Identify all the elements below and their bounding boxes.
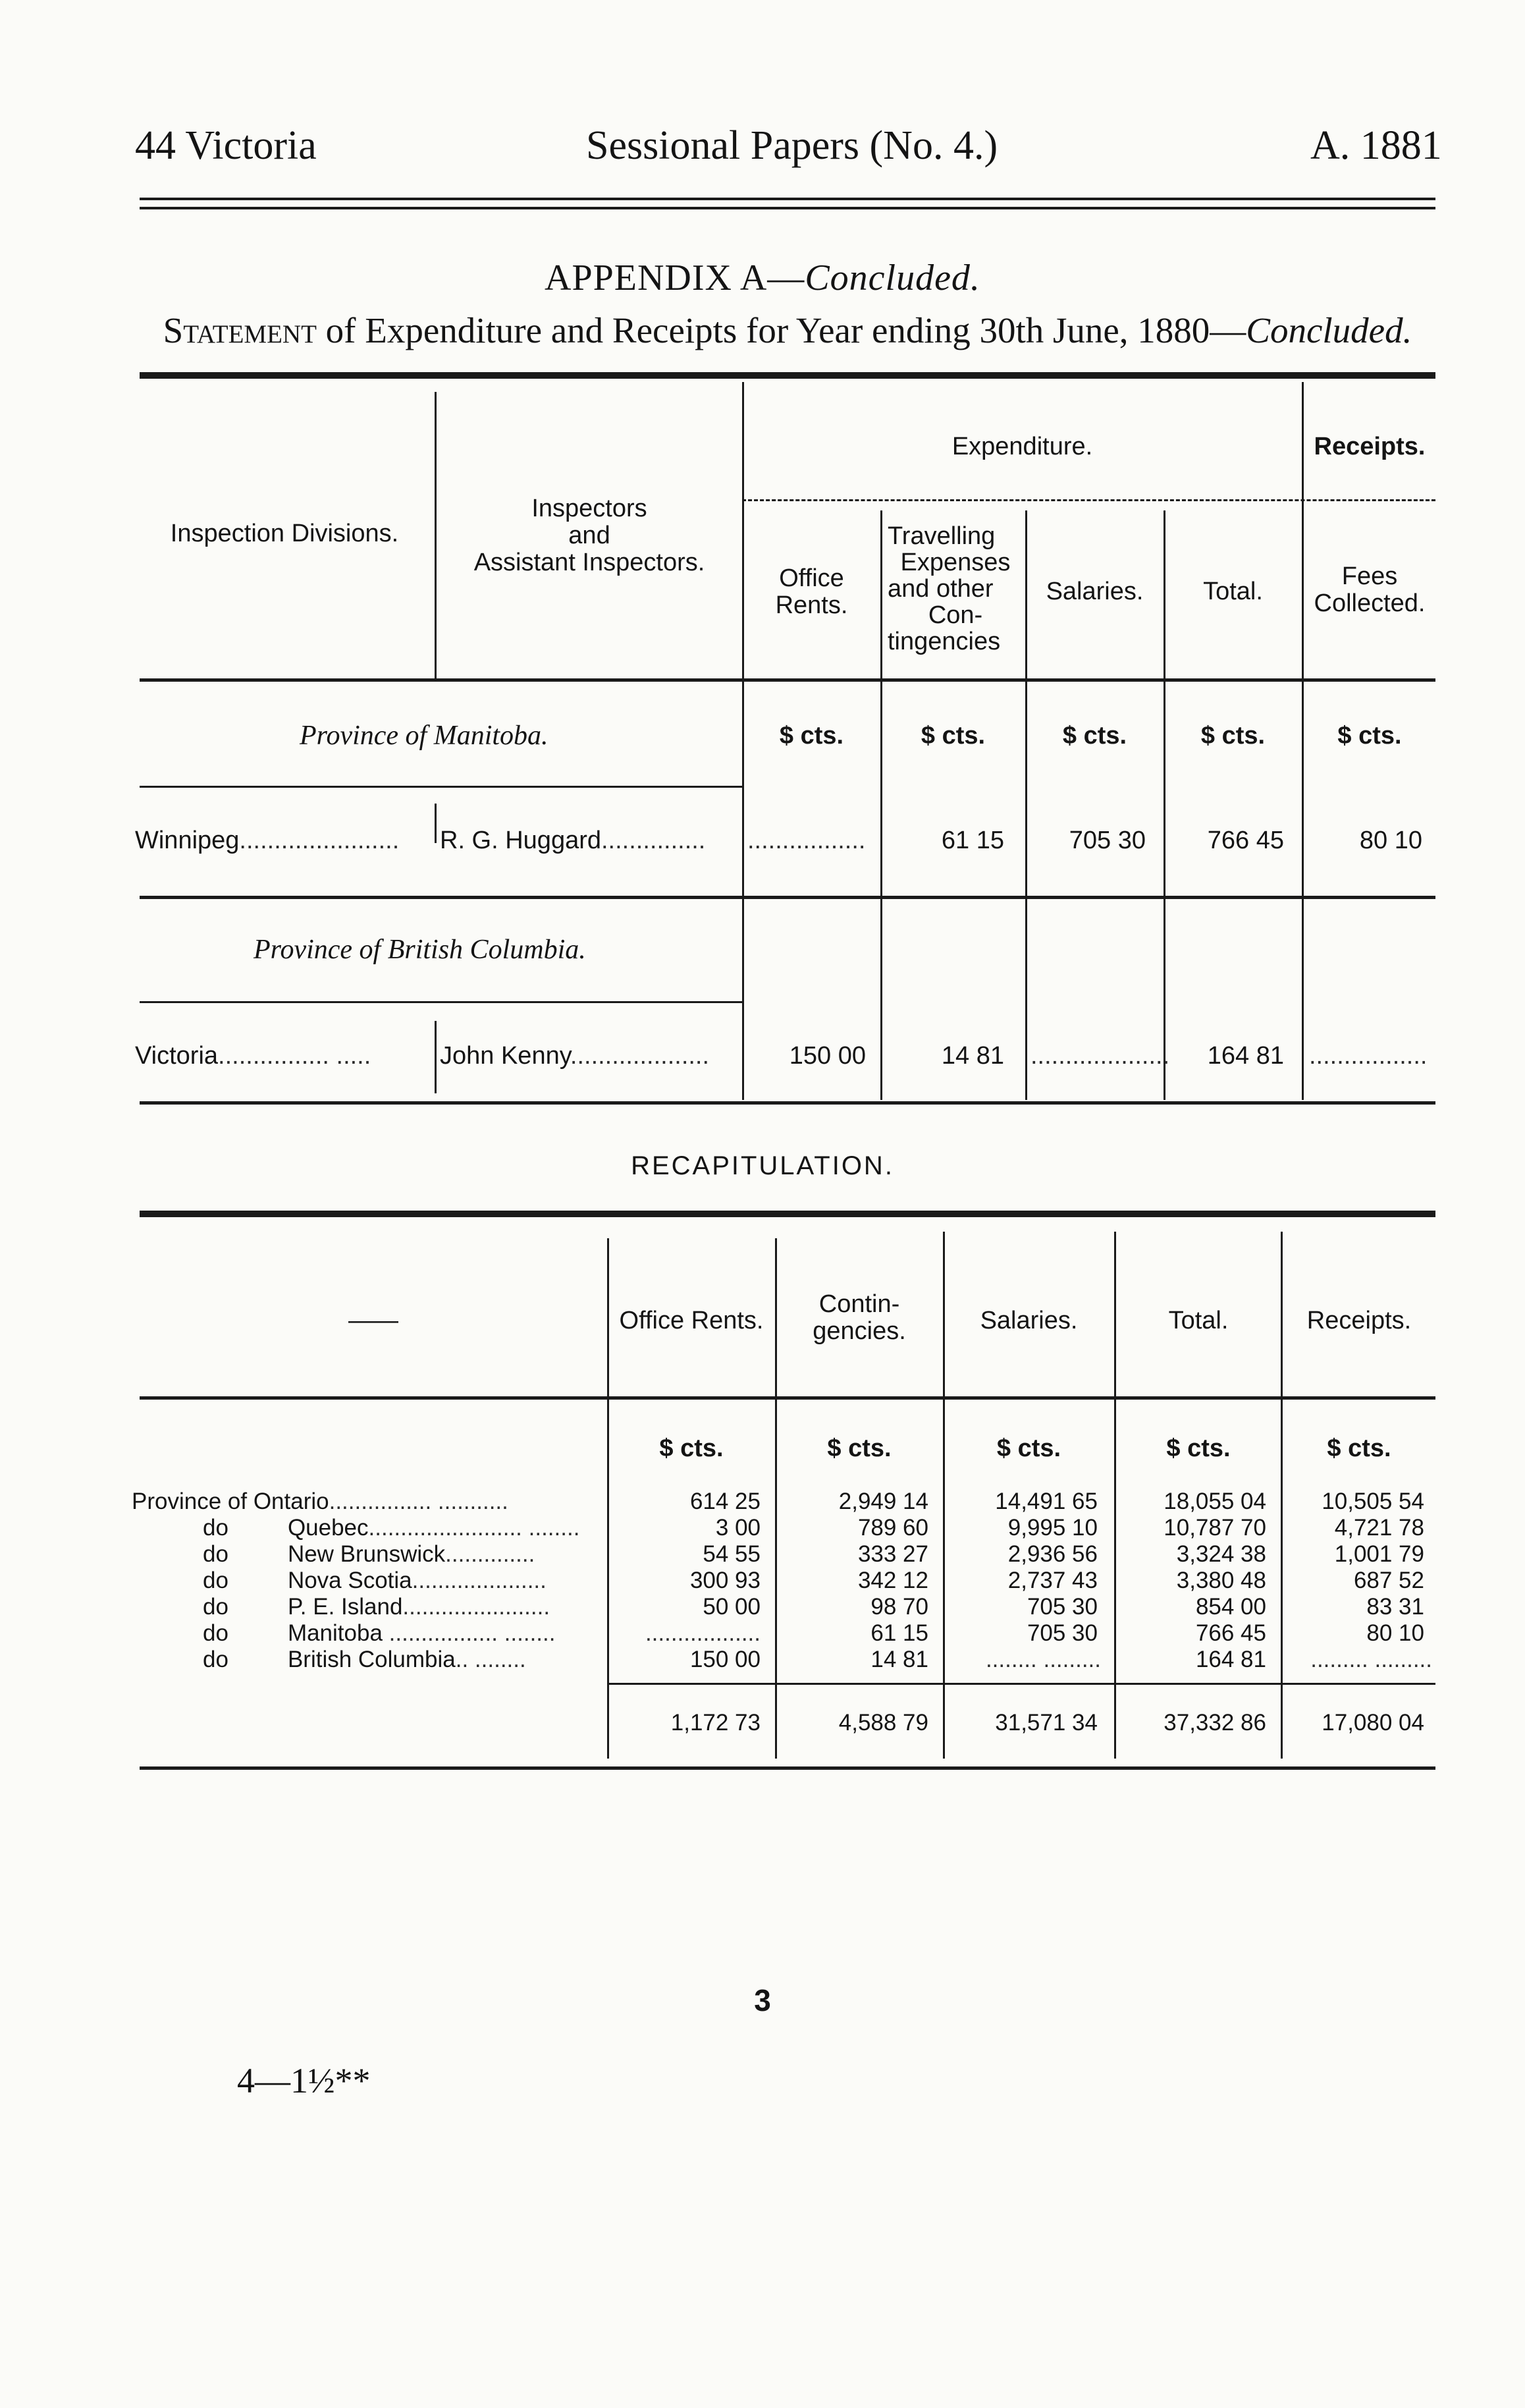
total-cell: 766 45 [1195,1620,1266,1646]
total-cell: 10,787 70 [1164,1515,1266,1541]
table-top-rule [140,372,1435,379]
recap-row-label [132,1490,508,1513]
row-rule [140,1001,742,1003]
inspector-name: John Kenny [440,1042,570,1070]
receipts-cell: 4,721 78 [1334,1515,1424,1541]
recap-header-office-rents: Office Rents. [619,1307,764,1334]
dot-leader: ........................ ........ [368,1515,580,1541]
recap-header-contingencies-line: gencies. [813,1317,906,1346]
division-cell [135,1042,371,1070]
running-header-right: A. 1881 [1310,123,1442,168]
row-prefix: do [203,1647,228,1672]
recap-row-label [203,1569,547,1592]
unit-label: $ cts. [1062,722,1127,750]
contingencies-cell: 2,949 14 [838,1489,928,1514]
appendix-title-italic: Concluded. [805,258,980,298]
recap-header-total: Total. [1168,1307,1229,1334]
salaries-cell: 2,936 56 [1007,1541,1098,1567]
office-rents-cell: 3 00 [715,1515,761,1541]
header-inspectors-line: and [568,522,610,550]
row-prefix: do [203,1541,228,1567]
header-inspectors-line: Inspectors [531,495,647,522]
dot-leader: ....................... [402,1594,550,1620]
contingencies-cell: 789 60 [857,1515,928,1541]
recap-bottom-rule [140,1766,1435,1770]
receipts-cell: 1,001 79 [1334,1541,1424,1567]
unit-label: $ cts. [1337,722,1402,750]
table-bottom-rule [140,1101,1435,1105]
unit-label: $ cts. [659,1435,724,1462]
row-name: New Brunswick [287,1541,446,1567]
contingencies-cell: 98 70 [870,1594,928,1620]
row-rule [140,786,742,788]
page-number: 3 [754,1983,771,2017]
statement-title-italic: Concluded. [1246,310,1412,350]
header-double-rule [140,198,1435,209]
unit-label: $ cts. [1166,1435,1231,1462]
header-receipts: Receipts. [1314,433,1426,460]
total-total: 37,332 86 [1164,1710,1266,1736]
header-inspectors-line: Assistant Inspectors. [473,549,705,577]
dot-leader: ............... [601,827,706,854]
header-bottom-rule [140,678,1435,682]
header-travelling-line: Travelling [888,522,996,550]
row-name: P. E. Island [287,1594,403,1620]
office-rents-cell: 50 00 [703,1594,761,1620]
appendix-title [0,257,1525,299]
recap-row-label [203,1595,550,1618]
header-travelling-line: Con- [928,601,983,629]
header-travelling [884,524,1023,655]
office-rents-cell: 150 00 [689,1647,761,1672]
recap-row-label [203,1622,555,1645]
section-province-manitoba: Province of Manitoba. [300,721,548,751]
total-cell: 854 00 [1195,1594,1266,1620]
receipts-cell: 80 10 [1366,1620,1424,1646]
dot-leader: ..................... [412,1568,547,1593]
office-rents-empty: .................. [645,1620,761,1646]
row-name: Nova Scotia [287,1568,412,1593]
running-header-center: Sessional Papers (No. 4.) [586,123,998,168]
col-divider [435,392,437,678]
statement-title-rest: of Expenditure and Receipts for Year ending 30th June, 1880— [316,310,1246,350]
header-fees [1304,563,1435,617]
header-fees-line: Fees [1341,562,1398,590]
header-travelling-line: and other [888,574,994,603]
division-name: Winnipeg [135,827,240,854]
row-prefix: do [203,1594,228,1620]
contingencies-cell: 14 81 [870,1647,928,1672]
header-inspectors [438,495,741,576]
salaries-cell: 705 30 [1027,1620,1098,1646]
fees-cell: 80 10 [1359,827,1422,854]
header-office-rents-line: Rents. [775,591,848,620]
salaries-cell: 9,995 10 [1007,1515,1098,1541]
footer-signature: 4—1½** [237,2061,371,2100]
appendix-title-main: APPENDIX A— [545,258,805,298]
inspector-cell [440,1042,709,1070]
recap-header-receipts: Receipts. [1306,1307,1412,1334]
salaries-cell: 705 30 [1069,827,1146,854]
recap-header-contingencies [777,1291,942,1345]
office-rents-cell: 614 25 [689,1489,761,1514]
total-cell: 164 81 [1207,1042,1284,1070]
office-rents-cell: 54 55 [703,1541,761,1567]
header-travelling-line: tingencies [888,627,1001,655]
inspector-cell [440,827,705,855]
recap-header-bottom-rule [140,1396,1435,1400]
header-inspection-divisions: Inspection Divisions. [170,520,399,547]
row-prefix: do [203,1515,228,1541]
dot-leader: ................. ........ [382,1620,556,1646]
recap-row-label [203,1543,535,1566]
receipts-cell: 83 31 [1366,1594,1424,1620]
total-cell: 164 81 [1195,1647,1266,1672]
contingencies-cell: 61 15 [870,1620,928,1646]
total-office-rents: 1,172 73 [670,1710,761,1736]
inspector-name: R. G. Huggard [440,827,601,854]
row-name: British Columbia [287,1647,456,1672]
salaries-cell: 14,491 65 [995,1489,1098,1514]
statement-title-first-word: Statement [163,310,317,350]
dot-leader: ................ ..... [218,1042,371,1070]
receipts-cell: 687 52 [1353,1568,1424,1593]
section-province-british-columbia: Province of British Columbia. [254,935,586,965]
running-header-left: 44 Victoria [135,123,317,168]
salaries-empty: ........ ......... [985,1647,1101,1672]
header-total: Total. [1203,578,1263,605]
recap-header-stub: —— [348,1307,398,1334]
recap-header-salaries: Salaries. [980,1307,1078,1334]
recap-header-contingencies-line: Contin- [818,1290,900,1318]
fees-empty: ................. [1309,1042,1428,1070]
receipts-empty: ......... ......... [1310,1647,1432,1672]
col-divider [435,1021,437,1093]
total-cell: 766 45 [1207,827,1284,854]
salaries-cell: 2,737 43 [1007,1568,1098,1593]
header-fees-line: Collected. [1314,589,1426,618]
recapitulation-title: RECAPITULATION. [631,1151,894,1180]
row-prefix: Province of [132,1489,248,1514]
recap-row-label [203,1516,579,1539]
travelling-cell: 61 15 [941,827,1004,854]
row-name: Quebec [287,1515,369,1541]
travelling-cell: 14 81 [941,1042,1004,1070]
office-rents-cell: 150 00 [789,1042,866,1070]
receipts-cell: 10,505 54 [1322,1489,1424,1514]
total-cell: 3,324 38 [1176,1541,1266,1567]
header-salaries: Salaries. [1046,578,1144,605]
dot-leader: .................... [570,1042,710,1070]
division-cell [135,827,399,855]
contingencies-cell: 333 27 [857,1541,928,1567]
total-salaries: 31,571 34 [995,1710,1098,1736]
unit-label: $ cts. [1200,722,1266,750]
recap-top-rule [140,1211,1435,1217]
header-travelling-line: Expenses [900,548,1011,576]
salaries-empty: .................... [1030,1042,1170,1070]
dot-leader: .. ........ [455,1647,526,1672]
dot-leader: ................ ........... [329,1489,508,1514]
recap-row-label [203,1648,526,1671]
row-prefix: do [203,1568,228,1593]
office-rents-empty: ................. [747,827,866,854]
statement-title [140,310,1435,351]
unit-label: $ cts. [827,1435,892,1462]
row-name: Ontario [253,1489,329,1514]
dot-leader: .............. [445,1541,535,1567]
row-name: Manitoba [287,1620,383,1646]
col-divider [880,510,882,1100]
division-name: Victoria [135,1042,219,1070]
unit-label: $ cts. [921,722,986,750]
total-receipts: 17,080 04 [1322,1710,1424,1736]
col-divider [435,804,437,843]
total-cell: 18,055 04 [1164,1489,1266,1514]
unit-label: $ cts. [779,722,844,750]
header-office-rents-line: Office [779,564,844,592]
section-rule [140,896,1435,899]
header-office-rents [744,565,879,619]
total-cell: 3,380 48 [1176,1568,1266,1593]
unit-label: $ cts. [996,1435,1061,1462]
header-expenditure: Expenditure. [951,433,1093,460]
contingencies-cell: 342 12 [857,1568,928,1593]
unit-label: $ cts. [1327,1435,1391,1462]
salaries-cell: 705 30 [1027,1594,1098,1620]
row-prefix: do [203,1620,228,1646]
total-contingencies: 4,588 79 [838,1710,928,1736]
expenditure-subheader-rule [742,499,1435,501]
office-rents-cell: 300 93 [689,1568,761,1593]
dot-leader: ....................... [239,827,400,854]
totals-rule [607,1683,1435,1685]
